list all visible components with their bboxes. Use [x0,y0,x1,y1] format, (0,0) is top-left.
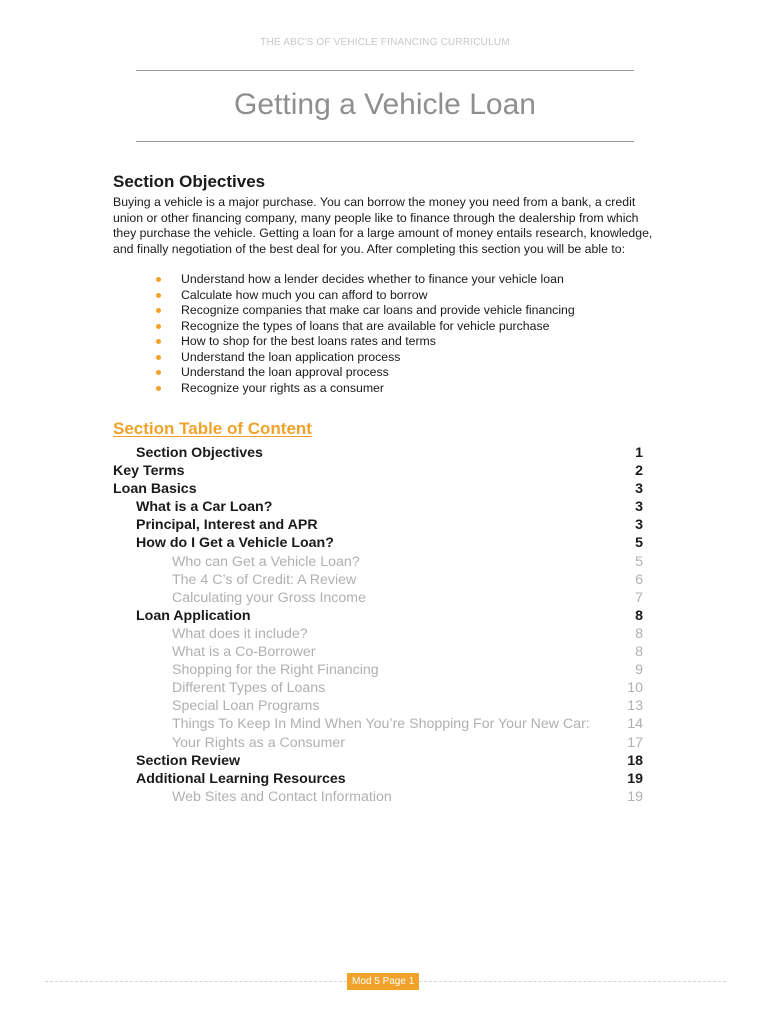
toc-entry-title: Principal, Interest and APR [136,517,318,534]
objective-item [156,272,575,288]
toc-entry-title: Loan Basics [113,481,197,498]
toc-entry[interactable] [113,534,643,552]
bullet-icon [156,277,161,282]
toc-entry-title: Different Types of Loans [172,680,326,697]
bullet-icon [156,339,161,344]
objective-item [156,381,575,397]
toc-page-number: 9 [635,662,643,679]
toc-entry[interactable] [113,571,643,589]
toc-page-number: 8 [635,625,643,642]
toc-page-number: 3 [635,499,643,516]
bullet-icon [156,324,161,329]
objective-text: Understand the loan application process [181,349,401,364]
objectives-intro: Buying a vehicle is a major purchase. You can borrow the money you need from a bank, a credit union or other financing company, many people like to finance through the dealership from which they purchase the vehicle. Getting a loan for a large amount of money entails research, knowledge, and finally negotiation of the best deal for you. After completing this section you will be able to: [113,195,653,256]
toc-page-number: 2 [635,463,643,480]
toc-entry[interactable] [113,697,643,715]
objective-text: Calculate how much you can afford to borrow [181,287,428,302]
objective-item [156,365,575,381]
header-rule-top [136,70,634,71]
toc-entry[interactable] [113,734,643,752]
toc-entry-title: Shopping for the Right Financing [172,662,379,679]
toc-entry-title: The 4 C’s of Credit: A Review [172,571,357,588]
objectives-list [156,272,575,396]
objective-text: Recognize the types of loans that are available for vehicle purchase [181,318,550,333]
bullet-icon [156,293,161,298]
toc-entry[interactable] [113,462,643,480]
toc-page-number: 5 [635,553,643,570]
toc-entry-title: Calculating your Gross Income [172,589,366,606]
toc-entry[interactable] [113,679,643,697]
toc-entry[interactable] [113,752,643,770]
objective-item [156,288,575,304]
toc-entry[interactable] [113,770,643,788]
toc-entry-title: Section Objectives [136,445,263,461]
toc-entry-title: What is a Car Loan? [136,499,273,516]
toc-entry-title: Who can Get a Vehicle Loan? [172,553,360,570]
toc-page-number: 3 [635,481,643,498]
toc-entry[interactable] [113,643,643,661]
toc-entry[interactable] [113,607,643,625]
toc-heading: Section Table of Content [113,419,312,438]
toc-entry-title: Your Rights as a Consumer [172,734,345,751]
toc-entry[interactable] [113,625,643,643]
toc-page-number: 14 [627,716,643,733]
objective-text: Recognize companies that make car loans and provide vehicle financing [181,303,575,317]
toc-entry-title: Special Loan Programs [172,698,320,715]
toc-entry[interactable] [113,661,643,679]
toc-entry-title: Section Review [136,752,241,769]
page-title: Getting a Vehicle Loan [234,88,536,121]
toc-page-number: 19 [627,770,643,787]
toc-entry[interactable] [113,715,643,733]
toc-page-number: 13 [627,698,643,715]
toc-page-number: 6 [635,571,643,588]
toc-entry[interactable] [113,788,643,806]
objective-text: Recognize your rights as a consumer [181,380,384,395]
table-of-contents [113,444,643,806]
bullet-icon [156,370,161,375]
bullet-icon [156,308,161,313]
objective-item [156,319,575,335]
objective-text: Understand the loan approval process [181,365,389,379]
toc-page-number: 10 [627,680,643,697]
toc-page-number: 18 [627,752,643,769]
toc-entry[interactable] [113,553,643,571]
toc-page-number: 8 [635,607,643,624]
toc-page-number: 17 [627,734,643,751]
objective-item [156,350,575,366]
toc-entry-title: Key Terms [113,463,185,480]
toc-entry[interactable] [113,444,643,462]
toc-page-number: 3 [635,517,643,534]
objective-item [156,334,575,350]
objectives-heading: Section Objectives [113,172,266,191]
toc-entry-title: How do I Get a Vehicle Loan? [136,535,334,552]
toc-entry-title: What is a Co-Borrower [172,644,316,661]
toc-entry-title: Loan Application [136,607,251,624]
toc-page-number: 7 [635,589,643,606]
objective-text: Understand how a lender decides whether to finance your vehicle loan [181,272,564,286]
toc-entry[interactable] [113,516,643,534]
page-number-badge: Mod 5 Page 1 [347,973,419,990]
toc-entry[interactable] [113,589,643,607]
running-header: THE ABC'S OF VEHICLE FINANCING CURRICULUM [260,37,510,48]
header-rule-bottom [136,141,634,142]
toc-page-number: 5 [635,535,643,552]
objective-text: How to shop for the best loans rates and terms [181,334,436,348]
bullet-icon [156,355,161,360]
toc-page-number: 8 [635,644,643,661]
bullet-icon [156,386,161,391]
toc-entry-title: Web Sites and Contact Information [172,788,392,805]
toc-entry[interactable] [113,498,643,516]
toc-page-number: 1 [635,445,643,461]
toc-entry-title: Things To Keep In Mind When You’re Shopping For Your New Car: [172,716,590,733]
toc-page-number: 19 [627,788,643,805]
objective-item [156,303,575,319]
toc-entry-title: Additional Learning Resources [136,770,346,787]
toc-entry-title: What does it include? [172,625,308,642]
toc-entry[interactable] [113,480,643,498]
